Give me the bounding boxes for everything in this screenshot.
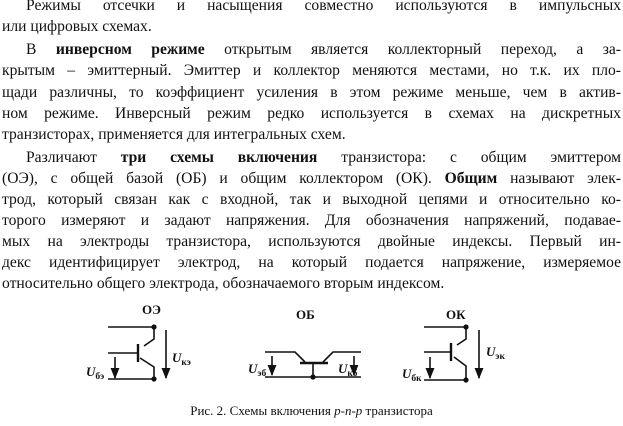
para3-line6: декс идентифицирует электрод, на который подается напряжение, измеряемое (2, 254, 621, 271)
ok-title: ОК (446, 307, 466, 322)
para3-line3: трод, который связан как с входной, так и выходной цепями и относительно ко- (2, 191, 621, 208)
ob-u-out: $U_{кб}$ (338, 361, 358, 379)
para1-line1: Режимы отсечки и насыщения совместно используются в импульсных (26, 0, 621, 14)
oe-collector-lead (140, 358, 154, 379)
oe-u-out: $U_{кэ}$ (172, 350, 191, 368)
ob-title: ОБ (296, 307, 315, 322)
para1-line2: или цифровых схемах. (2, 18, 152, 35)
oe-title: ОЭ (142, 302, 161, 317)
ok-collector-lead (424, 327, 466, 345)
para3-line4: торого измеряют и задают напряжения. Для обозначения напряжений, подавае- (2, 212, 621, 229)
term-common: Общим (444, 170, 498, 187)
para2-line5: транзисторах, применяется для интегральных схем. (2, 126, 346, 143)
para3-line1: Различают три схемы включения транзистора: с общим эмиттером (26, 149, 621, 166)
ok-emitter-lead (454, 357, 466, 380)
ok-u-in: $U_{бк}$ (402, 366, 422, 384)
para3-line5: мых на электроды транзистора, используются двойные индексы. Первый ин- (2, 233, 621, 250)
term-three-schemes: три схемы включения (120, 149, 318, 166)
para2-line1: В инверсном режиме открытым является коллекторный переход, а за- (26, 41, 621, 58)
para2-line4: ном режиме. Инверсный режим редко используется в схемах на дискретных (2, 105, 621, 122)
para3-line2: (ОЭ), с общей базой (ОБ) и общим коллектором (ОК). Общим называют элек- (2, 170, 622, 187)
ok-u-out: $U_{эк}$ (486, 344, 505, 362)
circuit-ok (424, 307, 479, 382)
ob-u-in: $U_{эб}$ (248, 361, 267, 379)
circuit-oe (108, 302, 166, 381)
para3-line7: относительно общего электрода, обозначаемого вторым индексом. (2, 275, 445, 292)
oe-emitter-lead (108, 327, 154, 346)
para2-line3: щади различны, то коэффициент усиления в этом режиме меньше, чем в актив- (2, 84, 621, 101)
para2-line2: крытым – эмиттерный. Эмиттер и коллектор меняются местами, но т.к. их пло- (2, 62, 621, 79)
figure-caption: Рис. 2. Схемы включения p-n-p транзистора (190, 403, 433, 418)
ob-emitter-lead (265, 352, 305, 362)
term-inverse-mode: инверсном режиме (55, 41, 205, 58)
oe-u-in: $U_{бэ}$ (86, 364, 105, 382)
